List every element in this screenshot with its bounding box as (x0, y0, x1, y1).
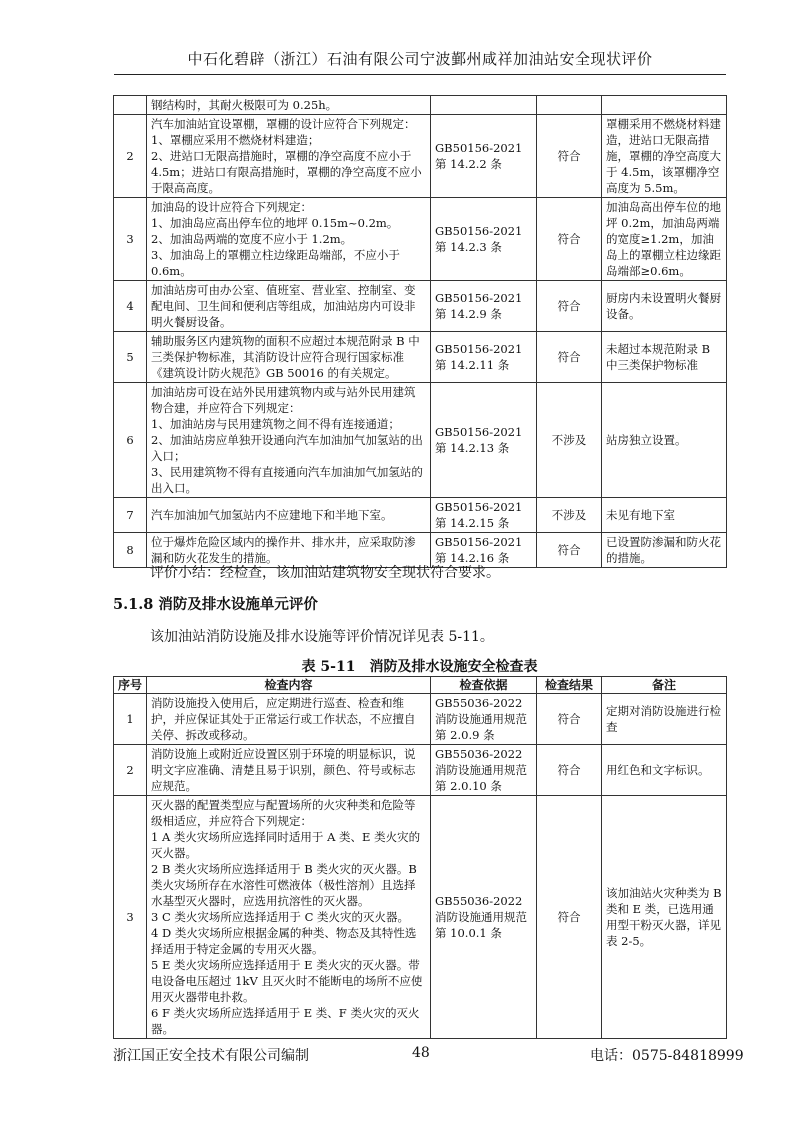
cell-result: 符合 (537, 332, 602, 383)
cell-note: 罩棚采用不燃烧材料建造，进站口无限高措施，罩棚的净空高度大于 4.5m，该罩棚净空高度为 5.5m。 (602, 115, 727, 198)
fire-drainage-check-table (113, 676, 727, 1039)
header-content: 检查内容 (147, 677, 431, 694)
cell-note: 站房独立设置。 (602, 383, 727, 498)
cell-basis: GB50156-2021 第 14.2.9 条 (431, 281, 537, 332)
table-row (114, 796, 727, 1039)
cell-no: 7 (114, 498, 147, 533)
cell-content: 加油岛的设计应符合下列规定： 1、加油岛应高出停车位的地坪 0.15m~0.2m。 2、加油岛两端的宽度不应小于 1.2m。 3、加油岛上的罩棚立柱边缘距岛端部，不应小于 0.6m。 (147, 198, 431, 281)
cell-note: 该加油站火灾种类为 B 类和 E 类，已选用通用型干粉灭火器，详见表 2-5。 (602, 796, 727, 1039)
cell-basis: GB55036-2022 消防设施通用规范第 10.0.1 条 (431, 796, 537, 1039)
footer-company: 浙江国正安全技术有限公司编制 (113, 1048, 309, 1064)
cell-no: 6 (114, 383, 147, 498)
table-row (114, 115, 727, 198)
cell-content: 钢结构时，其耐火极限可为 0.25h。 (147, 96, 431, 115)
table-row (114, 96, 727, 115)
cell-content: 辅助服务区内建筑物的面积不应超过本规范附录 B 中三类保护物标准，其消防设计应符合现行国家标准《建筑设计防火规范》GB 50016 的有关规定。 (147, 332, 431, 383)
header-result: 检查结果 (537, 677, 602, 694)
building-check-table-continued (113, 95, 727, 568)
cell-no: 2 (114, 115, 147, 198)
cell-note (602, 96, 727, 115)
cell-no: 1 (114, 694, 147, 745)
table-row (114, 694, 727, 745)
cell-content: 位于爆炸危险区域内的操作井、排水井，应采取防渗漏和防火花发生的措施。 (147, 533, 431, 568)
cell-no: 4 (114, 281, 147, 332)
page-header-title: 中石化碧辟（浙江）石油有限公司宁波鄞州咸祥加油站安全现状评价 (187, 50, 653, 68)
cell-basis: GB50156-2021 第 14.2.13 条 (431, 383, 537, 498)
cell-basis: GB50156-2021 第 14.2.16 条 (431, 533, 537, 568)
intro-paragraph: 该加油站消防设施及排水设施等评价情况详见表 5-11。 (150, 629, 494, 645)
cell-result: 符合 (537, 796, 602, 1039)
footer-phone: 电话：0575-84818999 (590, 1048, 744, 1064)
cell-result: 符合 (537, 533, 602, 568)
cell-basis (431, 96, 537, 115)
cell-content: 消防设施投入使用后，应定期进行巡查、检查和维护，并应保证其处于正常运行或工作状态，不应擅自关停、拆改或移动。 (147, 694, 431, 745)
cell-basis: GB50156-2021 第 14.2.3 条 (431, 198, 537, 281)
cell-no: 2 (114, 745, 147, 796)
table-row (114, 332, 727, 383)
section-title: 5.1.8 消防及排水设施单元评价 (113, 596, 318, 613)
table-row (114, 383, 727, 498)
table-row (114, 198, 727, 281)
cell-result: 符合 (537, 745, 602, 796)
cell-content: 加油站房可由办公室、值班室、营业室、控制室、变配电间、卫生间和便利店等组成，加油站房内可设非明火餐厨设备。 (147, 281, 431, 332)
cell-note: 未见有地下室 (602, 498, 727, 533)
table-caption: 表 5-11 消防及排水设施安全检查表 (301, 659, 538, 675)
cell-note: 已设置防渗漏和防火花的措施。 (602, 533, 727, 568)
footer-page-number: 48 (412, 1045, 430, 1061)
table-row (114, 745, 727, 796)
evaluation-summary: 评价小结：经检查，该加油站建筑物安全现状符合要求。 (150, 565, 500, 581)
cell-note: 厨房内未设置明火餐厨设备。 (602, 281, 727, 332)
cell-note: 未超过本规范附录 B 中三类保护物标准 (602, 332, 727, 383)
cell-no: 3 (114, 198, 147, 281)
cell-result: 符合 (537, 115, 602, 198)
cell-content: 灭火器的配置类型应与配置场所的火灾种类和危险等级相适应，并应符合下列规定： 1 A 类火灾场所应选择同时适用于 A 类、E 类火灾的灭火器。 2 B 类火灾场所应选择适用于 B 类火灾的灭火器。B 类火灾场所存在水溶性可燃液体（极性溶剂）且选择水基型灭火器时，应选用抗溶性的灭火器。 3 C 类火灾场所应选择适用于 C 类火灾的灭火器。 4 D 类火灾场所应根据金属的种类、物态及其特性选择适用于特定金属的专用灭火器。 5 E 类火灾场所应选择适用于 E 类火灾的灭火器。带电设备电压超过 1kV 且灭火时不能断电的场所不应使用灭火器带电扑救。 6 F 类火灾场所应选择适用于 E 类、F 类火灾的灭火器。 (147, 796, 431, 1039)
cell-basis: GB50156-2021 第 14.2.11 条 (431, 332, 537, 383)
header-note: 备注 (602, 677, 727, 694)
cell-no (114, 96, 147, 115)
table-row (114, 281, 727, 332)
cell-content: 加油站房可设在站外民用建筑物内或与站外民用建筑物合建，并应符合下列规定： 1、加油站房与民用建筑物之间不得有连接通道； 2、加油站房应单独开设通向汽车加油加气加氢站的出入口； 3、民用建筑物不得有直接通向汽车加油加气加氢站的出入口。 (147, 383, 431, 498)
cell-basis: GB55036-2022 消防设施通用规范第 2.0.10 条 (431, 745, 537, 796)
cell-note: 定期对消防设施进行检查 (602, 694, 727, 745)
cell-basis: GB50156-2021 第 14.2.2 条 (431, 115, 537, 198)
table-header-row (114, 677, 727, 694)
cell-result: 符合 (537, 694, 602, 745)
cell-result: 符合 (537, 198, 602, 281)
table-body (114, 96, 727, 568)
cell-basis: GB55036-2022 消防设施通用规范第 2.0.9 条 (431, 694, 537, 745)
header-divider (114, 74, 726, 75)
table-row (114, 498, 727, 533)
cell-result: 不涉及 (537, 383, 602, 498)
header-no: 序号 (114, 677, 147, 694)
cell-no: 8 (114, 533, 147, 568)
cell-content: 消防设施上或附近应设置区别于环境的明显标识，说明文字应准确、清楚且易于识别，颜色、符号或标志应规范。 (147, 745, 431, 796)
cell-content: 汽车加油站宜设罩棚，罩棚的设计应符合下列规定： 1、罩棚应采用不燃烧材料建造； 2、进站口无限高措施时，罩棚的净空高度不应小于 4.5m；进站口有限高措施时，罩棚的净空高度不应小于限高高度。 (147, 115, 431, 198)
table-body (114, 694, 727, 1039)
cell-note: 加油岛高出停车位的地坪 0.2m，加油岛两端的宽度≥1.2m，加油岛上的罩棚立柱边缘距岛端部≥0.6m。 (602, 198, 727, 281)
cell-content: 汽车加油加气加氢站内不应建地下和半地下室。 (147, 498, 431, 533)
cell-result: 符合 (537, 281, 602, 332)
cell-result: 不涉及 (537, 498, 602, 533)
cell-basis: GB50156-2021 第 14.2.15 条 (431, 498, 537, 533)
cell-no: 5 (114, 332, 147, 383)
header-basis: 检查依据 (431, 677, 537, 694)
cell-no: 3 (114, 796, 147, 1039)
cell-note: 用红色和文字标识。 (602, 745, 727, 796)
cell-result (537, 96, 602, 115)
